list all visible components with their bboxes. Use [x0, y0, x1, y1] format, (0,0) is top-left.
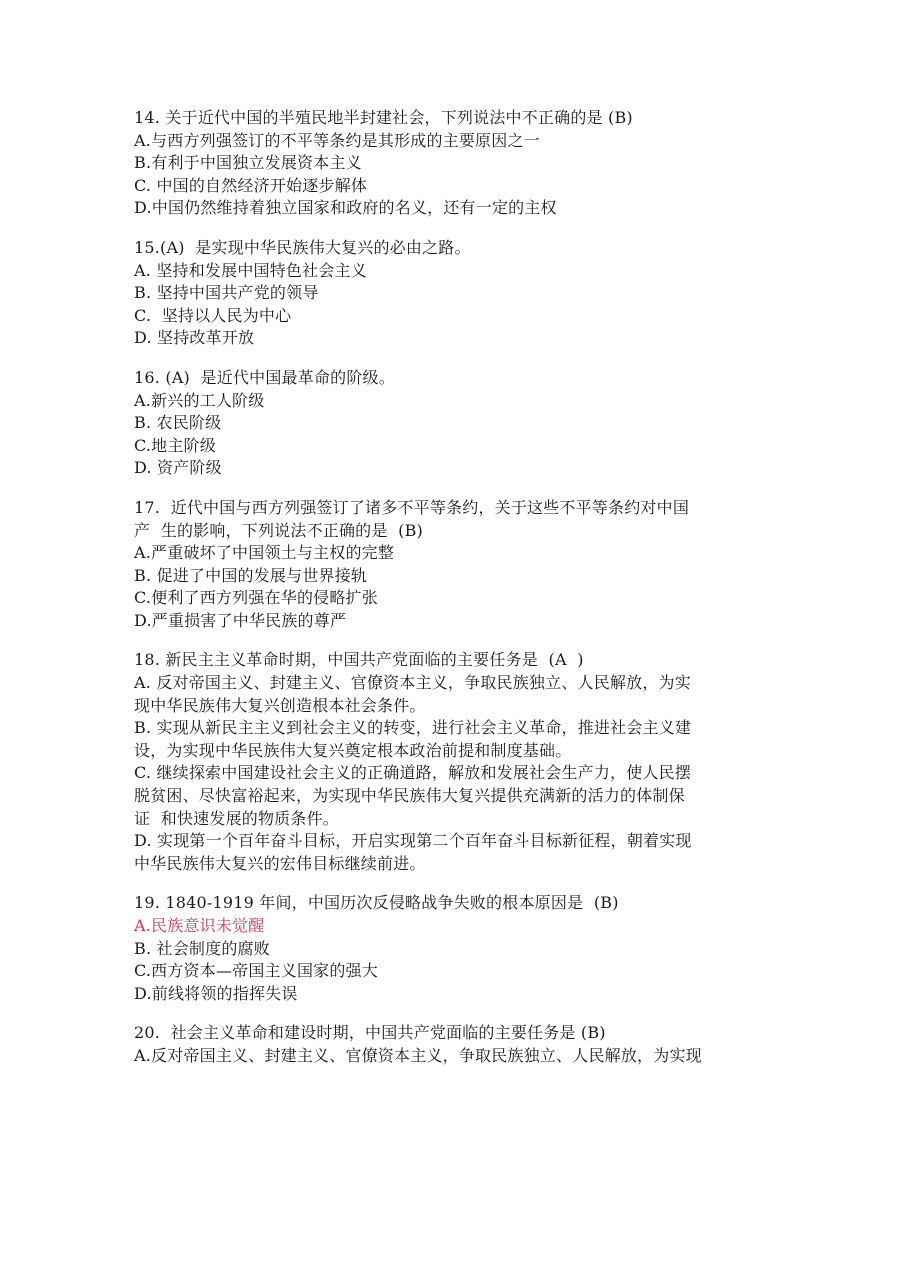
question-stem: 16. (A) 是近代中国最革命的阶级。	[134, 367, 395, 387]
question-stem-line-2: 产 生的影响，下列说法不正确的是 (B)	[134, 520, 423, 540]
option-a-line-2: 现中华民族伟大复兴创造根本社会条件。	[134, 695, 426, 715]
option-a: A.与西方列强签订的不平等条约是其形成的主要原因之一	[134, 130, 540, 150]
option-b: B. 农民阶级	[134, 413, 222, 433]
question-list	[134, 107, 774, 1085]
question-17	[134, 497, 774, 633]
option-a: A.反对帝国主义、封建主义、官僚资本主义，争取民族独立、人民解放，为实现	[134, 1045, 702, 1065]
option-d-line-1: D. 实现第一个百年奋斗目标，开启实现第二个百年奋斗目标新征程，朝着实现	[134, 831, 692, 851]
option-a: A.新兴的工人阶级	[134, 390, 265, 410]
option-b: B.有利于中国独立发展资本主义	[134, 153, 362, 173]
option-d-line-2: 中华民族伟大复兴的宏伟目标继续前进。	[134, 853, 426, 873]
option-d: D.严重损害了中华民族的尊严	[134, 610, 347, 630]
option-c: C.西方资本—帝国主义国家的强大	[134, 961, 378, 981]
option-d: D.前线将领的指挥失误	[134, 983, 298, 1003]
option-b: B. 社会制度的腐败	[134, 938, 270, 958]
option-d: D.中国仍然维持着独立国家和政府的名义，还有一定的主权	[134, 198, 557, 218]
question-15	[134, 237, 774, 350]
option-a-line-1: A. 反对帝国主义、封建主义、官僚资本主义，争取民族独立、人民解放，为实	[134, 673, 691, 693]
option-a: A. 坚持和发展中国特色社会主义	[134, 260, 367, 280]
option-b-line-1: B. 实现从新民主主义到社会主义的转变，进行社会主义革命，推进社会主义建	[134, 718, 692, 738]
question-14	[134, 107, 774, 220]
question-stem: 19. 1840-1919 年间，中国历次反侵略战争失败的根本原因是 (B)	[134, 893, 619, 913]
option-c: C.地主阶级	[134, 435, 216, 455]
option-d: D. 坚持改革开放	[134, 328, 255, 348]
option-b: B. 坚持中国共产党的领导	[134, 283, 319, 303]
question-stem: 18. 新民主主义革命时期，中国共产党面临的主要任务是 (A )	[134, 650, 584, 670]
option-a-highlighted: A.民族意识未觉醒	[134, 916, 265, 935]
option-c: C. 中国的自然经济开始逐步解体	[134, 175, 368, 195]
question-18	[134, 649, 774, 875]
option-c-line-1: C. 继续探索中国建设社会主义的正确道路，解放和发展社会生产力，使人民摆	[134, 763, 692, 783]
question-stem: 14. 关于近代中国的半殖民地半封建社会，下列说法中不正确的是 (B)	[134, 108, 633, 127]
question-stem: 20. 社会主义革命和建设时期，中国共产党面临的主要任务是 (B)	[134, 1023, 606, 1043]
option-a: A.严重破坏了中国领土与主权的完整	[134, 543, 395, 563]
option-c: C.便利了西方列强在华的侵略扩张	[134, 588, 378, 608]
question-20	[134, 1022, 774, 1067]
question-19	[134, 892, 774, 1005]
question-stem: 15.(A) 是实现中华民族伟大复兴的必由之路。	[134, 237, 471, 257]
option-c-line-2: 脱贫困、尽快富裕起来，为实现中华民族伟大复兴提供充满新的活力的体制保	[134, 786, 685, 806]
option-c: C. 坚持以人民为中心	[134, 305, 292, 325]
option-b-line-2: 设，为实现中华民族伟大复兴奠定根本政治前提和制度基础。	[134, 740, 572, 760]
question-stem-line-1: 17. 近代中国与西方列强签订了诸多不平等条约，关于这些不平等条约对中国	[134, 497, 690, 517]
question-16	[134, 367, 774, 480]
option-d: D. 资产阶级	[134, 458, 222, 478]
option-c-line-3: 证 和快速发展的物质条件。	[134, 808, 339, 828]
option-b: B. 促进了中国的发展与世界接轨	[134, 565, 368, 585]
